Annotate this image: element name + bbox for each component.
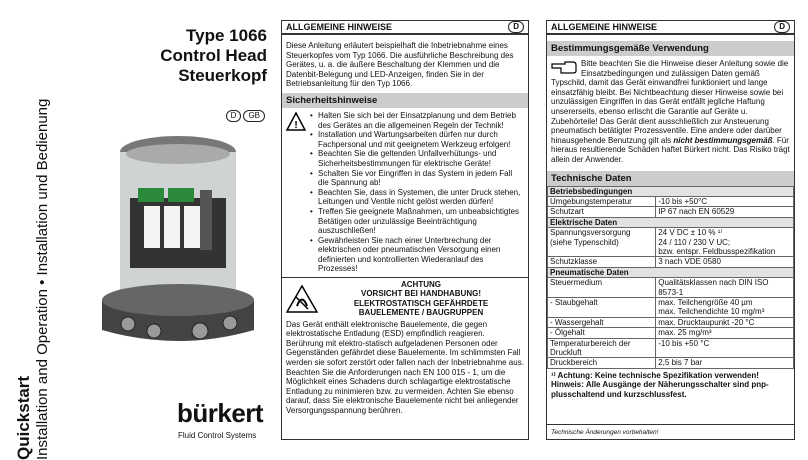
- use-emphasis: nicht bestimmungsgemäß: [673, 135, 773, 145]
- table-row: [548, 317, 794, 327]
- list-item: • Installation und Wartungsarbeiten dürfen nur durch Fachpersonal und mit geeignetem Werkzeug erfolgen!: [310, 130, 524, 149]
- row-label: Umgebungstemperatur: [548, 196, 656, 206]
- use-tail: . Für hieraus resultierende Schäden haftet Bürkert nicht. Das Risiko trägt allein der Anwender.: [551, 135, 790, 164]
- pointing-hand-icon: [551, 59, 577, 78]
- use-heading: Bestimmungsgemäße Verwendung: [547, 41, 794, 56]
- tech-heading: Technische Daten: [547, 171, 794, 186]
- quickstart-label: Quickstart: [14, 375, 33, 460]
- product-title: [160, 26, 267, 86]
- table-row: [548, 358, 794, 368]
- use-lead: Bitte beachten Sie die Hinweise dieser Anleitung sowie die Einsatzbedingungen und zulässigen Daten gemäß Typschild, damit das Gerät einwandfrei funktioniert und lange einsatzfähig bleibt. Bei Nichtbeachtung dieser Hinweise sowie bei unzulässigen Eingriffen in das Gerät entfällt jegliche Haftung unsererseits, ebenso erlischt die Garantie auf Geräte u. Zubehörteile! Das Gerät dient ausschließlich zur Ansteuerung pneumatisch betätigter Prozessventile. Eine andere oder darüber hinausgehende Benutzung gilt als: [551, 59, 789, 145]
- panel-title: ALLGEMEINE HINWEISE: [551, 22, 658, 32]
- row-label: Temperaturbereich der Druckluft: [548, 338, 656, 358]
- warning-icon: [286, 111, 306, 133]
- table-row: [548, 298, 794, 318]
- row-value: -10 bis +50 °C: [656, 338, 794, 358]
- title-en: Control Head: [160, 46, 267, 65]
- esd-line-1: ACHTUNG: [401, 280, 441, 290]
- note-1: ¹⁾ Achtung: Keine technische Spezifikation verwenden!: [551, 370, 759, 380]
- footer-divider: [547, 424, 794, 425]
- row-label: - Staubgehalt: [548, 298, 656, 318]
- panel-title: ALLGEMEINE HINWEISE: [286, 22, 393, 32]
- list-item: • Beachten Sie die geltenden Unfallverhütungs- und Sicherheitsbestimmungen für elektrische Geräte!: [310, 149, 524, 168]
- group-operating: Betriebsbedingungen: [548, 186, 794, 196]
- table-row: [548, 228, 794, 257]
- safety-heading: Sicherheitshinweise: [282, 93, 528, 108]
- row-label: Spannungsversorgung (siehe Typenschild): [548, 228, 656, 257]
- row-value: [656, 228, 794, 257]
- supply-value-2: 24 / 110 / 230 V UC;: [658, 237, 731, 247]
- table-row: [548, 186, 794, 196]
- esd-line-2: VORSICHT BEI HANDHABUNG!: [361, 289, 481, 299]
- list-item: • Gewährleisten Sie nach einer Unterbrechung der elektrischen oder pneumatischen Versorgung einen definierten und kontrollierten Wiederanlauf des Prozesses!: [310, 236, 524, 274]
- row-value: max. Drucktaupunkt -20 °C: [656, 317, 794, 327]
- esd-icon: [286, 284, 318, 314]
- intro-text: Diese Anleitung erläutert beispielhaft die Inbetriebnahme eines Steuerkopfes vom Typ 1066. Die ausführliche Beschreibung des Gerätes, u. a. die äußere Beschaltung der Klemmen und die Datenbit-Belegung und LED-Anzeigen, finden Sie in der Betriebsanleitung für den Typ 1066.: [286, 41, 514, 89]
- row-label: - Wassergehalt: [548, 317, 656, 327]
- list-item: • Treffen Sie geeignete Maßnahmen, um unbeabsichtigtes Betätigen oder unzulässige Beeinträchtigung auszuschließen!: [310, 207, 524, 236]
- list-item: • Beachten Sie, dass in Systemen, die unter Druck stehen, Leitungen und Ventile nicht gelöst werden dürfen!: [310, 188, 524, 207]
- list-item: • Schalten Sie vor Eingriffen in das System in jedem Fall die Spannung ab!: [310, 169, 524, 188]
- esd-text: Das Gerät enthält elektronische Bauelemente, die gegen elektrostatische Entladung (ESD) empfindlich reagieren. Berührung mit elektro-statisch aufgeladenen Personen oder Gegenständen gefährdet diese Bauelemente. Im schlimmsten Fall werden sie sofort zerstört oder fallen nach der Inbetriebnahme aus. Beachten Sie die Anforderungen nach EN 100 015 - 1, um die Möglichkeit eines Schadens durch schlagartige elektrostatische Entladung zu minimieren bzw. zu vermeiden. Achten Sie ebenso darauf, dass Sie elektronische Bauelemente nicht bei anliegender Versorgungsspannung berühren.: [286, 319, 524, 416]
- panel-header: [282, 21, 528, 35]
- row-label: Schutzklasse: [548, 257, 656, 267]
- row-label: Schutzart: [548, 207, 656, 217]
- esd-line-3: ELEKTROSTATISCH GEFÄHRDETE: [353, 298, 489, 308]
- tech-data-table: [547, 186, 794, 369]
- row-value: Qualitätsklassen nach DIN ISO 8573-1: [656, 278, 794, 298]
- brand-tagline: Fluid Control Systems: [178, 431, 257, 440]
- row-value: [656, 298, 794, 318]
- lang-badge: D: [774, 21, 790, 33]
- row-value: max. 25 mg/m³: [656, 328, 794, 338]
- table-row: [548, 207, 794, 217]
- supply-value-3: bzw. entspr. Feldbusspezifikation: [658, 246, 776, 256]
- supply-value-1: 24 V DC ± 10 % ¹⁾: [658, 228, 723, 238]
- table-row: [548, 278, 794, 298]
- table-row: [548, 217, 794, 227]
- table-row: [548, 328, 794, 338]
- table-row: [548, 196, 794, 206]
- intended-use-panel: [546, 20, 795, 440]
- use-text: [547, 56, 794, 165]
- group-electrical: Elektrische Daten: [548, 217, 794, 227]
- general-notes-panel: [281, 20, 529, 440]
- esd-warning: [282, 277, 528, 320]
- side-subtitle: Installation and Operation • Installation und Bedienung: [34, 98, 51, 460]
- type-label: Type 1066: [186, 26, 267, 45]
- panel-header: [547, 21, 794, 35]
- row-value: IP 67 nach EN 60529: [656, 207, 794, 217]
- list-item: • Halten Sie sich bei der Einsatzplanung und dem Betrieb des Gerätes an die allgemeinen Regeln der Technik!: [310, 111, 524, 130]
- esd-heading: [318, 280, 524, 318]
- row-value: 2,5 bis 7 bar: [656, 358, 794, 368]
- row-value: -10 bis +50°C: [656, 196, 794, 206]
- table-row: [548, 338, 794, 358]
- row-label: - Ölgehalt: [548, 328, 656, 338]
- row-label: Druckbereich: [548, 358, 656, 368]
- lang-d-badge: D: [226, 110, 242, 122]
- safety-list: [310, 111, 524, 274]
- title-de: Steuerkopf: [178, 66, 267, 85]
- row-label: Steuermedium: [548, 278, 656, 298]
- note-2: Hinweis: Alle Ausgänge der Näherungsschalter sind pnp-plusschaltend und kurzschlussfest.: [551, 380, 769, 400]
- language-badges: [226, 110, 265, 122]
- control-head-image: [88, 128, 268, 358]
- safety-block: [282, 108, 528, 277]
- table-row: [548, 267, 794, 277]
- tech-notes: [547, 369, 794, 400]
- cover-panel: [82, 20, 267, 450]
- dust-value-2: max. Teilchendichte 10 mg/m³: [658, 307, 765, 317]
- dust-value-1: max. Teilchengröße 40 µm: [658, 298, 753, 307]
- brand-logo: bürkert: [177, 398, 264, 428]
- footer-note: Technische Änderungen vorbehalten!: [551, 429, 659, 436]
- row-value: 3 nach VDE 0580: [656, 257, 794, 267]
- lang-gb-badge: GB: [243, 110, 265, 122]
- svg-text:!: !: [294, 119, 298, 131]
- group-pneumatic: Pneumatische Daten: [548, 267, 794, 277]
- esd-line-4: BAUELEMENTE / BAUGRUPPEN: [358, 308, 484, 318]
- side-title: [14, 99, 52, 460]
- table-row: [548, 257, 794, 267]
- lang-badge: D: [508, 21, 524, 33]
